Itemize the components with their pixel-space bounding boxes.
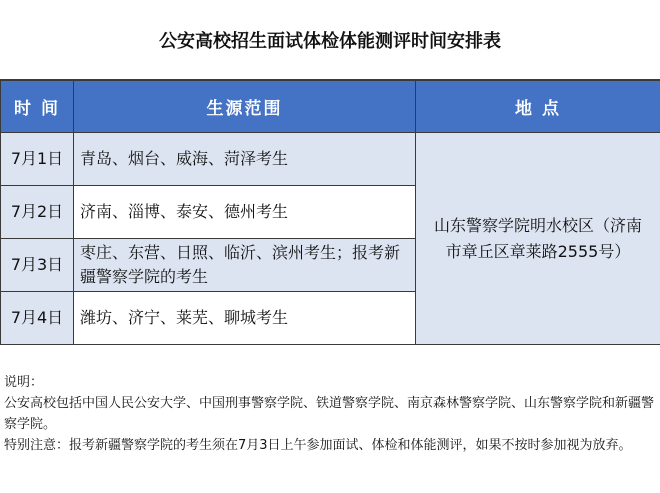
location-cell: 山东警察学院明水校区（济南市章丘区章莱路2555号） (416, 133, 660, 345)
table-row (1, 133, 660, 186)
date-cell: 7月4日 (1, 292, 74, 345)
area-cell: 枣庄、东营、日照、临沂、滨州考生；报考新疆警察学院的考生 (74, 239, 416, 292)
notes-section (4, 372, 656, 456)
table-header-row (1, 81, 660, 133)
date-cell: 7月2日 (1, 186, 74, 239)
notes-line-1: 公安高校包括中国人民公安大学、中国刑事警察学院、铁道警察学院、南京森林警察学院、山东警察学院和新疆警察学院。 (4, 396, 655, 432)
schedule-table (0, 80, 660, 345)
header-area: 生源范围 (74, 81, 416, 133)
area-cell: 青岛、烟台、威海、菏泽考生 (74, 133, 416, 186)
header-time: 时 间 (1, 81, 74, 133)
date-cell: 7月3日 (1, 239, 74, 292)
area-cell: 潍坊、济宁、莱芜、聊城考生 (74, 292, 416, 345)
date-cell: 7月1日 (1, 133, 74, 186)
area-cell: 济南、淄博、泰安、德州考生 (74, 186, 416, 239)
notes-label: 说明： (4, 375, 44, 390)
page-title: 公安高校招生面试体检体能测评时间安排表 (0, 0, 660, 80)
notes-line-2: 特别注意：报考新疆警察学院的考生须在7月3日上午参加面试、体检和体能测评，如果不按时参加视为放弃。 (4, 438, 632, 453)
header-location: 地 点 (416, 81, 660, 133)
